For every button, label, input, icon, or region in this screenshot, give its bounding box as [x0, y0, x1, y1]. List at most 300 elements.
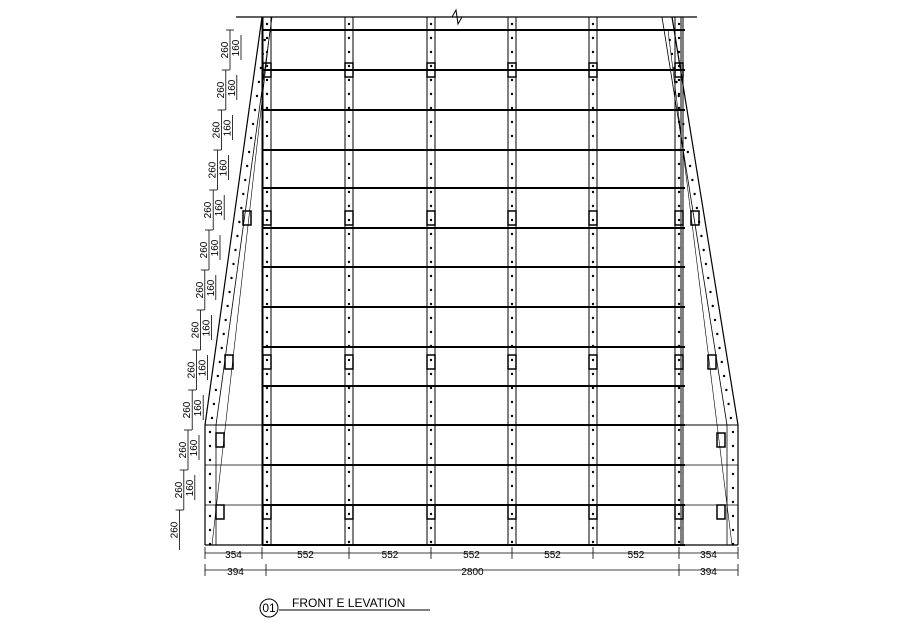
post-hole — [678, 471, 680, 473]
slope-hole — [707, 277, 709, 279]
dimension-label: 160 — [184, 479, 196, 497]
dimension-label: 260 — [207, 161, 219, 179]
dimension-label: 552 — [463, 550, 480, 561]
post-hole — [678, 499, 680, 501]
post-hole — [348, 345, 350, 347]
post-hole — [430, 499, 432, 501]
post-hole — [511, 401, 513, 403]
post-hole — [348, 233, 350, 235]
post-hole — [678, 23, 680, 25]
post-hole — [348, 163, 350, 165]
post-hole — [678, 37, 680, 39]
slope-hole — [254, 109, 256, 111]
post-hole — [511, 373, 513, 375]
post-hole — [348, 275, 350, 277]
post-hole — [348, 499, 350, 501]
bracket-connector — [508, 355, 516, 369]
post-hole — [266, 205, 268, 207]
post-hole — [511, 429, 513, 431]
post-hole — [348, 219, 350, 221]
post-hole — [592, 485, 594, 487]
post-hole — [430, 261, 432, 263]
post-hole — [348, 457, 350, 459]
post-hole — [592, 345, 594, 347]
post-hole — [266, 401, 268, 403]
post-hole — [430, 303, 432, 305]
dimension-label: 394 — [227, 567, 244, 578]
post-hole — [678, 107, 680, 109]
post-hole — [678, 359, 680, 361]
post-hole — [348, 387, 350, 389]
slope-hole — [691, 179, 693, 181]
slope-hole — [678, 95, 680, 97]
side-hole — [209, 459, 211, 461]
slope-hole — [716, 333, 718, 335]
post-hole — [348, 485, 350, 487]
post-hole — [430, 331, 432, 333]
side-hole — [209, 487, 211, 489]
post-hole — [678, 149, 680, 151]
post-hole — [511, 233, 513, 235]
post-hole — [678, 163, 680, 165]
post-hole — [592, 107, 594, 109]
post-hole — [266, 513, 268, 515]
post-hole — [266, 51, 268, 53]
post-hole — [266, 527, 268, 529]
dimension-label: 260 — [199, 241, 210, 259]
drawing-number: 01 — [262, 601, 276, 615]
post-hole — [592, 121, 594, 123]
post-hole — [266, 289, 268, 291]
post-hole — [592, 51, 594, 53]
post-hole — [266, 261, 268, 263]
post-hole — [678, 345, 680, 347]
post-hole — [430, 289, 432, 291]
side-hole — [732, 445, 734, 447]
dimension-label: 260 — [220, 41, 231, 59]
post-hole — [592, 471, 594, 473]
dimension-label: 160 — [189, 439, 200, 457]
post-hole — [592, 233, 594, 235]
drawing-title-block — [260, 596, 430, 617]
post-hole — [430, 527, 432, 529]
post-hole — [348, 65, 350, 67]
side-hole — [209, 529, 211, 531]
post-hole — [266, 373, 268, 375]
post-hole — [430, 163, 432, 165]
post-hole — [511, 471, 513, 473]
post-hole — [430, 205, 432, 207]
post-hole — [592, 177, 594, 179]
post-hole — [266, 345, 268, 347]
slope-hole — [236, 235, 238, 237]
post-hole — [511, 443, 513, 445]
dimension-label: 552 — [627, 550, 645, 561]
post-hole — [678, 121, 680, 123]
post-hole — [678, 219, 680, 221]
slope-hole — [727, 403, 729, 405]
slope-hole — [262, 53, 264, 55]
right-inner-slope — [662, 17, 727, 425]
bracket-connector — [589, 211, 597, 225]
side-hole — [732, 459, 734, 461]
dimension-label: 354 — [700, 550, 717, 561]
post-hole — [266, 107, 268, 109]
dimension-label: 160 — [231, 39, 242, 57]
post-hole — [430, 219, 432, 221]
dimension-label: 160 — [222, 119, 234, 137]
dimension-annotations — [170, 30, 738, 578]
dimension-label: 160 — [201, 319, 213, 337]
post-hole — [511, 149, 513, 151]
post-hole — [266, 177, 268, 179]
slope-hole — [221, 347, 223, 349]
post-hole — [511, 79, 513, 81]
post-hole — [266, 65, 268, 67]
post-hole — [678, 289, 680, 291]
dimension-label: 160 — [214, 199, 226, 217]
post-hole — [678, 443, 680, 445]
post-hole — [430, 345, 432, 347]
post-hole — [348, 359, 350, 361]
dimension-label: 354 — [225, 550, 242, 561]
slope-hole — [211, 417, 213, 419]
dimension-label: 160 — [218, 159, 230, 177]
post-hole — [592, 457, 594, 459]
slope-hole — [215, 389, 217, 391]
slope-hole — [252, 123, 254, 125]
post-hole — [511, 205, 513, 207]
post-hole — [511, 275, 513, 277]
bracket-connector — [345, 211, 353, 225]
post-hole — [348, 247, 350, 249]
slope-hole — [230, 277, 232, 279]
post-hole — [678, 513, 680, 515]
slope-hole — [702, 249, 704, 251]
side-hole — [732, 473, 734, 475]
slope-hole — [260, 67, 262, 69]
post-hole — [511, 303, 513, 305]
right-outer-slope — [672, 17, 738, 425]
post-hole — [430, 471, 432, 473]
side-hole — [209, 543, 211, 545]
post-hole — [511, 219, 513, 221]
slope-hole — [256, 95, 258, 97]
side-hole — [732, 529, 734, 531]
slope-hole — [714, 319, 716, 321]
post-hole — [592, 443, 594, 445]
dimension-label: 260 — [194, 281, 206, 299]
post-hole — [348, 93, 350, 95]
post-hole — [592, 513, 594, 515]
post-hole — [430, 135, 432, 137]
side-hole — [732, 543, 734, 545]
post-hole — [511, 387, 513, 389]
post-hole — [678, 429, 680, 431]
post-hole — [430, 401, 432, 403]
post-hole — [678, 247, 680, 249]
post-hole — [511, 415, 513, 417]
post-hole — [678, 135, 680, 137]
post-hole — [678, 275, 680, 277]
bracket-connector — [427, 505, 435, 519]
slope-hole — [223, 333, 225, 335]
side-hole — [209, 445, 211, 447]
slope-hole — [712, 305, 714, 307]
post-hole — [266, 275, 268, 277]
side-hole — [732, 431, 734, 433]
dimension-label: 552 — [381, 550, 399, 561]
post-hole — [511, 527, 513, 529]
post-hole — [592, 359, 594, 361]
post-hole — [348, 331, 350, 333]
bracket-connector — [216, 505, 224, 519]
post-hole — [430, 317, 432, 319]
post-hole — [511, 541, 513, 543]
bracket-connector — [427, 355, 435, 369]
dimension-label: 260 — [169, 521, 181, 539]
post-hole — [348, 429, 350, 431]
slope-hole — [696, 207, 698, 209]
post-hole — [348, 527, 350, 529]
post-hole — [266, 429, 268, 431]
post-hole — [592, 275, 594, 277]
post-hole — [348, 121, 350, 123]
post-hole — [266, 317, 268, 319]
side-hole — [209, 431, 211, 433]
post-hole — [678, 79, 680, 81]
post-hole — [266, 135, 268, 137]
slope-hole — [258, 81, 260, 83]
post-hole — [430, 415, 432, 417]
dimension-label: 552 — [297, 550, 314, 561]
post-hole — [348, 51, 350, 53]
bracket-connector — [589, 505, 597, 519]
dimension-label: 160 — [197, 359, 209, 377]
post-hole — [592, 373, 594, 375]
post-hole — [592, 317, 594, 319]
dimension-label: 260 — [215, 81, 227, 99]
post-hole — [511, 345, 513, 347]
post-hole — [678, 317, 680, 319]
post-hole — [678, 191, 680, 193]
slope-hole — [669, 39, 671, 41]
post-hole — [678, 457, 680, 459]
post-hole — [348, 107, 350, 109]
slope-hole — [723, 375, 725, 377]
post-hole — [592, 499, 594, 501]
post-hole — [266, 471, 268, 473]
dimension-label: 260 — [190, 321, 202, 339]
bracket-connector — [508, 211, 516, 225]
post-hole — [592, 289, 594, 291]
post-hole — [592, 37, 594, 39]
bracket-connector — [345, 505, 353, 519]
post-hole — [348, 541, 350, 543]
post-hole — [348, 261, 350, 263]
slope-hole — [671, 53, 673, 55]
dimension-label: 160 — [193, 399, 205, 417]
side-hole — [732, 501, 734, 503]
post-hole — [430, 387, 432, 389]
post-hole — [678, 541, 680, 543]
post-hole — [678, 331, 680, 333]
post-hole — [430, 513, 432, 515]
slope-hole — [700, 235, 702, 237]
post-hole — [592, 429, 594, 431]
side-hole — [732, 487, 734, 489]
post-hole — [266, 247, 268, 249]
post-hole — [592, 23, 594, 25]
side-hole — [209, 501, 211, 503]
post-hole — [348, 149, 350, 151]
post-hole — [511, 457, 513, 459]
post-hole — [592, 331, 594, 333]
side-hole — [209, 515, 211, 517]
post-hole — [266, 79, 268, 81]
post-hole — [592, 401, 594, 403]
post-hole — [430, 191, 432, 193]
slope-hole — [219, 361, 221, 363]
post-hole — [678, 401, 680, 403]
post-hole — [592, 79, 594, 81]
post-hole — [348, 373, 350, 375]
slope-hole — [718, 347, 720, 349]
post-hole — [511, 177, 513, 179]
post-hole — [678, 485, 680, 487]
slope-hole — [698, 221, 700, 223]
post-hole — [592, 527, 594, 529]
dimension-label: 394 — [700, 567, 717, 578]
post-hole — [592, 387, 594, 389]
post-hole — [348, 135, 350, 137]
post-hole — [266, 303, 268, 305]
side-hole — [732, 515, 734, 517]
dimension-label: 260 — [178, 441, 189, 459]
dimension-label: 552 — [544, 550, 561, 561]
post-hole — [511, 23, 513, 25]
slope-hole — [693, 193, 695, 195]
post-hole — [678, 415, 680, 417]
dimension-label: 260 — [182, 401, 194, 419]
slope-hole — [682, 123, 684, 125]
bracket-connector — [345, 355, 353, 369]
post-hole — [592, 149, 594, 151]
post-hole — [678, 387, 680, 389]
post-hole — [511, 261, 513, 263]
post-hole — [348, 401, 350, 403]
post-hole — [348, 303, 350, 305]
post-hole — [266, 457, 268, 459]
slope-hole — [673, 67, 675, 69]
post-hole — [430, 121, 432, 123]
post-hole — [348, 317, 350, 319]
post-hole — [430, 485, 432, 487]
post-hole — [511, 121, 513, 123]
dimension-label: 260 — [186, 361, 198, 379]
post-hole — [348, 37, 350, 39]
bracket-connector — [263, 355, 271, 369]
post-hole — [511, 163, 513, 165]
bracket-connector — [508, 505, 516, 519]
side-hole — [209, 473, 211, 475]
slope-hole — [246, 165, 248, 167]
dimension-label: 260 — [173, 481, 185, 499]
slope-hole — [705, 263, 707, 265]
post-hole — [678, 205, 680, 207]
post-hole — [511, 247, 513, 249]
bracket-connector — [675, 211, 683, 225]
slope-hole — [226, 305, 228, 307]
post-hole — [266, 37, 268, 39]
post-hole — [430, 37, 432, 39]
slope-hole — [242, 193, 244, 195]
post-hole — [430, 79, 432, 81]
post-hole — [430, 541, 432, 543]
post-hole — [592, 247, 594, 249]
post-hole — [678, 527, 680, 529]
post-hole — [430, 177, 432, 179]
slope-hole — [232, 263, 234, 265]
post-hole — [678, 51, 680, 53]
post-hole — [348, 471, 350, 473]
right-brace — [668, 30, 732, 545]
slope-hole — [224, 319, 226, 321]
post-hole — [266, 93, 268, 95]
post-hole — [511, 359, 513, 361]
bracket-connector — [675, 505, 683, 519]
post-hole — [678, 261, 680, 263]
post-hole — [592, 135, 594, 137]
slope-hole — [680, 109, 682, 111]
post-hole — [348, 205, 350, 207]
post-hole — [511, 317, 513, 319]
post-hole — [266, 541, 268, 543]
post-hole — [430, 233, 432, 235]
post-hole — [430, 107, 432, 109]
slope-hole — [687, 151, 689, 153]
slope-hole — [240, 207, 242, 209]
slope-hole — [213, 403, 215, 405]
post-hole — [430, 65, 432, 67]
dimension-label: 160 — [226, 79, 238, 97]
slope-hole — [244, 179, 246, 181]
slope-hole — [238, 221, 240, 223]
post-hole — [266, 485, 268, 487]
post-hole — [592, 261, 594, 263]
post-hole — [592, 219, 594, 221]
post-hole — [430, 443, 432, 445]
slope-hole — [689, 165, 691, 167]
slope-hole — [234, 249, 236, 251]
post-hole — [511, 331, 513, 333]
post-hole — [511, 513, 513, 515]
post-hole — [511, 191, 513, 193]
slope-hole — [248, 151, 250, 153]
bracket-connector — [717, 505, 725, 519]
slope-hole — [725, 389, 727, 391]
post-hole — [511, 135, 513, 137]
slope-hole — [721, 361, 723, 363]
post-hole — [592, 93, 594, 95]
drawing-title: FRONT E LEVATION — [292, 596, 406, 610]
dimension-label: 2800 — [461, 567, 484, 578]
post-hole — [678, 233, 680, 235]
post-hole — [511, 107, 513, 109]
post-hole — [592, 191, 594, 193]
dimension-label: 260 — [211, 121, 223, 139]
post-hole — [348, 443, 350, 445]
